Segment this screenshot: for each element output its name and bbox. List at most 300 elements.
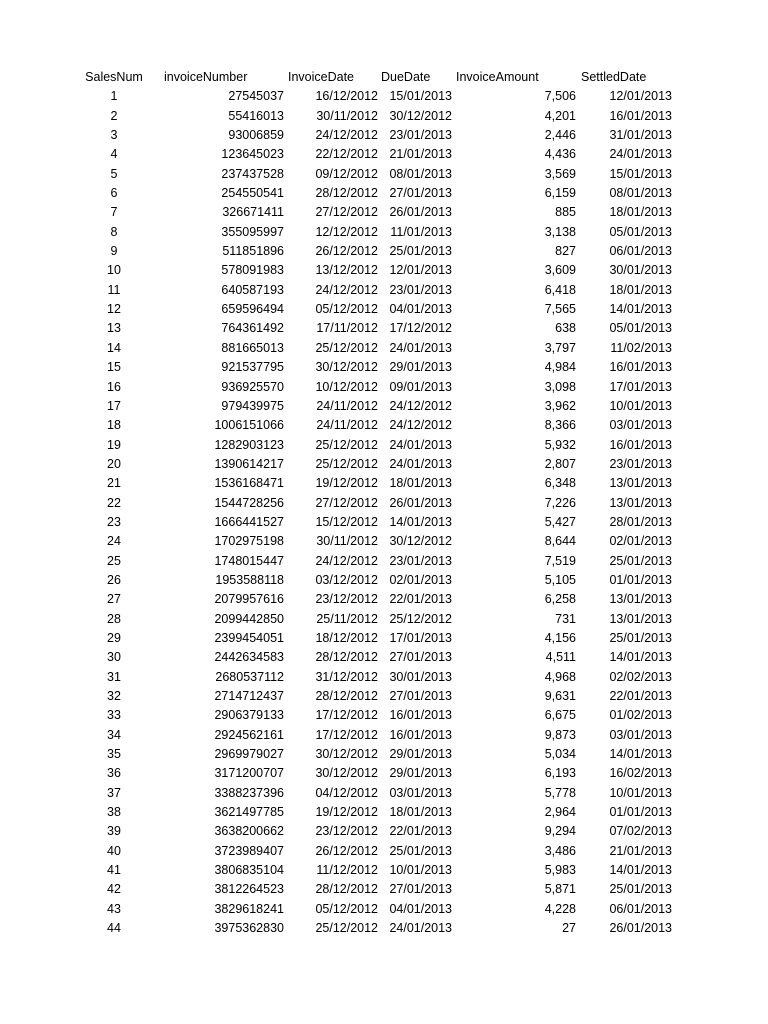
table-row: [82, 165, 672, 184]
invoicenumber-cell: 511851896: [222, 244, 284, 259]
settleddate-cell: 30/01/2013: [609, 263, 672, 278]
invoicedate-cell: 25/12/2012: [315, 340, 378, 355]
invoicenumber-cell: 2442634583: [214, 650, 284, 665]
invoicenumber-cell: 254550541: [221, 186, 284, 201]
invoicedate-cell: 25/12/2012: [315, 921, 378, 936]
invoicenumber-cell: 1536168471: [214, 476, 284, 491]
table-row: [82, 300, 672, 319]
table-row: [82, 745, 672, 764]
duedate-cell: 25/01/2013: [389, 843, 452, 858]
invoiceamount-cell: 827: [555, 244, 576, 259]
duedate-cell: 16/01/2013: [389, 708, 452, 723]
invoicenumber-cell: 2099442850: [214, 611, 284, 626]
salesnum-cell: 37: [107, 785, 121, 800]
invoiceamount-cell: 885: [555, 205, 576, 220]
settleddate-cell: 05/01/2013: [609, 224, 672, 239]
duedate-cell: 24/01/2013: [389, 437, 452, 452]
duedate-cell: 23/01/2013: [389, 128, 452, 143]
settleddate-cell: 26/01/2013: [609, 921, 672, 936]
duedate-cell: 25/12/2012: [389, 611, 452, 626]
invoice-sheet: [82, 68, 682, 938]
invoicedate-cell: 23/12/2012: [315, 824, 378, 839]
invoicedate-cell: 17/12/2012: [315, 727, 378, 742]
invoicenumber-cell: 640587193: [221, 282, 284, 297]
table-row: [82, 880, 672, 899]
invoicedate-cell: 19/12/2012: [315, 805, 378, 820]
table-row: [82, 687, 672, 706]
invoicenumber-cell: 3723989407: [214, 843, 284, 858]
invoicedate-cell: 28/12/2012: [315, 689, 378, 703]
salesnum-cell: 27: [107, 592, 121, 607]
settleddate-cell: 25/01/2013: [609, 630, 672, 645]
invoiceamount-cell: 4,201: [544, 108, 576, 123]
invoicedate-cell: 04/12/2012: [315, 785, 378, 800]
salesnum-cell: 5: [110, 166, 118, 181]
settleddate-cell: 18/01/2013: [609, 205, 672, 220]
salesnum-cell: 25: [107, 553, 121, 568]
settleddate-cell: 25/01/2013: [609, 882, 672, 897]
table-row: [82, 455, 672, 474]
settleddate-cell: 12/01/2013: [609, 89, 672, 104]
settleddate-cell: 16/01/2013: [609, 360, 672, 375]
invoicenumber-cell: 3638200662: [214, 824, 284, 839]
invoicedate-cell: 28/12/2012: [315, 882, 378, 897]
duedate-cell: 22/01/2013: [389, 824, 452, 839]
invoicedate-cell: 30/12/2012: [315, 360, 378, 375]
salesnum-cell: 40: [107, 843, 121, 858]
invoiceamount-cell: 5,778: [544, 785, 576, 800]
salesnum-cell: 22: [107, 495, 121, 510]
invoiceamount-cell: 3,486: [544, 843, 576, 858]
invoiceamount-cell: 7,519: [544, 553, 576, 568]
duedate-cell: 17/01/2013: [389, 630, 452, 645]
settleddate-cell: 24/01/2013: [609, 147, 672, 162]
duedate-cell: 30/01/2013: [389, 669, 452, 684]
invoicenumber-cell: 936925570: [221, 379, 284, 394]
duedate-cell: 11/01/2013: [390, 224, 452, 239]
invoicedate-cell: 10/12/2012: [315, 379, 378, 394]
salesnum-cell: 30: [107, 650, 121, 665]
salesnum-cell: 42: [107, 882, 121, 897]
invoicedate-cell: 16/12/2012: [315, 89, 378, 104]
invoicenumber-cell: 1748015447: [214, 553, 284, 568]
table-row: [82, 378, 672, 397]
invoicedate-cell: 26/12/2012: [315, 244, 378, 259]
salesnum-cell: 19: [107, 437, 121, 452]
duedate-cell: 26/01/2013: [389, 205, 452, 220]
salesnum-cell: 29: [107, 630, 121, 645]
duedate-cell: 30/12/2012: [389, 108, 452, 123]
invoicedate-cell: 30/11/2012: [316, 108, 378, 123]
settleddate-cell: 01/02/2013: [609, 708, 672, 723]
invoicenumber-cell: 979439975: [221, 398, 284, 413]
settleddate-cell: 17/01/2013: [609, 379, 672, 394]
invoiceamount-cell: 4,511: [545, 650, 576, 665]
invoicedate-cell: 22/12/2012: [315, 147, 378, 162]
invoiceamount-cell: 3,797: [544, 340, 576, 355]
invoiceamount-cell: 27: [562, 921, 576, 936]
salesnum-cell: 9: [110, 244, 118, 259]
invoiceamount-cell: 5,427: [544, 514, 576, 529]
invoicenumber-cell: 881665013: [221, 340, 284, 355]
salesnum-cell: 11: [107, 282, 121, 297]
settleddate-cell: 22/01/2013: [609, 689, 672, 703]
settleddate-cell: 03/01/2013: [609, 727, 672, 742]
settleddate-cell: 16/02/2013: [609, 766, 672, 781]
settleddate-cell: 13/01/2013: [609, 611, 672, 626]
settleddate-cell: 02/01/2013: [609, 534, 672, 549]
invoiceamount-cell: 4,156: [544, 630, 576, 645]
invoiceamount-cell: 7,506: [544, 89, 576, 104]
settleddate-cell: 13/01/2013: [609, 476, 672, 491]
settleddate-cell: 23/01/2013: [609, 456, 672, 471]
invoiceamount-cell: 2,964: [544, 805, 576, 820]
duedate-cell: 22/01/2013: [389, 592, 452, 607]
invoiceamount-cell: 4,228: [544, 901, 576, 916]
duedate-cell: 23/01/2013: [389, 282, 452, 297]
salesnum-cell: 38: [107, 805, 121, 820]
invoicenumber-cell: 2714712437: [214, 689, 284, 703]
salesnum-cell: 15: [107, 360, 121, 375]
duedate-cell: 27/01/2013: [389, 689, 452, 703]
salesnum-cell: 33: [107, 708, 121, 723]
table-row: [82, 552, 672, 571]
invoiceamount-cell: 5,983: [544, 863, 576, 878]
settleddate-cell: 14/01/2013: [609, 747, 672, 762]
invoiceamount-cell: 2,446: [544, 128, 576, 143]
invoicenumber-cell: 2079957616: [214, 592, 284, 607]
duedate-cell: 24/12/2012: [389, 398, 452, 413]
salesnum-cell: 1: [110, 89, 118, 104]
table-row: [82, 494, 672, 513]
invoicenumber-cell: 921537795: [221, 360, 284, 375]
table-row: [82, 145, 672, 164]
invoiceamount-cell: 731: [555, 611, 576, 626]
settleddate-cell: 02/02/2013: [609, 669, 672, 684]
settleddate-cell: 16/01/2013: [609, 437, 672, 452]
invoiceamount-cell: 9,294: [544, 824, 576, 839]
salesnum-cell: 7: [110, 205, 118, 220]
header-settleddate: SettledDate: [581, 70, 647, 84]
invoiceamount-cell: 5,034: [544, 747, 576, 762]
header-row: [82, 68, 672, 87]
header-salesnum: SalesNum: [85, 70, 143, 84]
settleddate-cell: 01/01/2013: [609, 572, 672, 587]
duedate-cell: 04/01/2013: [389, 302, 452, 317]
invoicedate-cell: 09/12/2012: [315, 166, 378, 181]
table-row: [82, 648, 672, 667]
invoiceamount-cell: 8,366: [544, 418, 576, 433]
duedate-cell: 08/01/2013: [389, 166, 452, 181]
table-row: [82, 668, 672, 687]
settleddate-cell: 13/01/2013: [609, 495, 672, 510]
invoicedate-cell: 11/12/2012: [316, 863, 378, 878]
invoicenumber-cell: 355095997: [221, 224, 284, 239]
invoicenumber-cell: 3171200707: [214, 766, 284, 781]
invoicedate-cell: 30/12/2012: [315, 747, 378, 762]
invoicedate-cell: 23/12/2012: [315, 592, 378, 607]
invoicedate-cell: 19/12/2012: [315, 476, 378, 491]
invoicenumber-cell: 2924562161: [214, 727, 284, 742]
invoicenumber-cell: 3388237396: [214, 785, 284, 800]
salesnum-cell: 43: [107, 901, 121, 916]
invoicedate-cell: 30/11/2012: [316, 534, 378, 549]
invoice-table: [82, 68, 672, 938]
invoiceamount-cell: 3,569: [544, 166, 576, 181]
salesnum-cell: 39: [107, 824, 121, 839]
table-row: [82, 532, 672, 551]
duedate-cell: 30/12/2012: [389, 534, 452, 549]
invoiceamount-cell: 6,258: [544, 592, 576, 607]
salesnum-cell: 26: [107, 572, 121, 587]
settleddate-cell: 03/01/2013: [609, 418, 672, 433]
table-row: [82, 706, 672, 725]
duedate-cell: 26/01/2013: [389, 495, 452, 510]
invoicenumber-cell: 2399454051: [214, 630, 284, 645]
invoicedate-cell: 17/12/2012: [315, 708, 378, 723]
table-row: [82, 397, 672, 416]
invoicenumber-cell: 764361492: [221, 321, 284, 336]
invoicedate-cell: 03/12/2012: [315, 572, 378, 587]
salesnum-cell: 10: [107, 263, 121, 278]
salesnum-cell: 14: [107, 340, 121, 355]
invoiceamount-cell: 3,962: [544, 398, 576, 413]
invoicedate-cell: 27/12/2012: [315, 205, 378, 220]
invoicenumber-cell: 659596494: [221, 302, 284, 317]
invoicedate-cell: 28/12/2012: [315, 186, 378, 201]
invoicedate-cell: 27/12/2012: [315, 495, 378, 510]
duedate-cell: 16/01/2013: [389, 727, 452, 742]
invoicenumber-cell: 1544728256: [214, 495, 284, 510]
table-row: [82, 803, 672, 822]
table-row: [82, 726, 672, 745]
table-row: [82, 629, 672, 648]
table-row: [82, 610, 672, 629]
salesnum-cell: 32: [107, 689, 121, 703]
table-row: [82, 87, 672, 106]
salesnum-cell: 21: [107, 476, 121, 491]
invoicenumber-cell: 1006151066: [214, 418, 284, 433]
table-header: [82, 68, 672, 87]
settleddate-cell: 10/01/2013: [609, 785, 672, 800]
duedate-cell: 23/01/2013: [389, 553, 452, 568]
settleddate-cell: 28/01/2013: [609, 514, 672, 529]
salesnum-cell: 35: [107, 747, 121, 762]
duedate-cell: 18/01/2013: [389, 805, 452, 820]
invoicenumber-cell: 3621497785: [214, 805, 284, 820]
duedate-cell: 24/01/2013: [389, 921, 452, 936]
invoiceamount-cell: 3,138: [544, 224, 576, 239]
header-invoicedate: InvoiceDate: [288, 70, 355, 84]
table-row: [82, 919, 672, 938]
table-row: [82, 861, 672, 880]
duedate-cell: 24/01/2013: [389, 456, 452, 471]
invoiceamount-cell: 9,631: [544, 689, 576, 703]
salesnum-cell: 17: [107, 398, 121, 413]
invoicenumber-cell: 1666441527: [214, 514, 284, 529]
invoicedate-cell: 12/12/2012: [315, 224, 378, 239]
salesnum-cell: 41: [107, 863, 121, 878]
invoiceamount-cell: 9,873: [544, 727, 576, 742]
duedate-cell: 12/01/2013: [389, 263, 452, 278]
salesnum-cell: 44: [107, 921, 121, 936]
settleddate-cell: 14/01/2013: [609, 863, 672, 878]
invoicenumber-cell: 3975362830: [214, 921, 284, 936]
duedate-cell: 02/01/2013: [389, 572, 452, 587]
invoicenumber-cell: 237437528: [221, 166, 284, 181]
duedate-cell: 21/01/2013: [389, 147, 452, 162]
table-row: [82, 474, 672, 493]
settleddate-cell: 25/01/2013: [609, 553, 672, 568]
salesnum-cell: 24: [107, 534, 121, 549]
invoicenumber-cell: 3812264523: [214, 882, 284, 897]
table-row: [82, 842, 672, 861]
invoicedate-cell: 05/12/2012: [315, 901, 378, 916]
settleddate-cell: 07/02/2013: [609, 824, 672, 839]
invoicenumber-cell: 2906379133: [214, 708, 284, 723]
invoicedate-cell: 31/12/2012: [315, 669, 378, 684]
settleddate-cell: 21/01/2013: [609, 843, 672, 858]
salesnum-cell: 8: [110, 224, 118, 239]
header-duedate: DueDate: [381, 70, 431, 84]
salesnum-cell: 31: [107, 669, 121, 684]
table-row: [82, 416, 672, 435]
invoiceamount-cell: 5,871: [544, 882, 576, 897]
salesnum-cell: 18: [107, 418, 121, 433]
table-row: [82, 261, 672, 280]
salesnum-cell: 2: [110, 108, 118, 123]
settleddate-cell: 14/01/2013: [609, 302, 672, 317]
salesnum-cell: 23: [107, 514, 121, 529]
invoiceamount-cell: 5,932: [544, 437, 576, 452]
invoicedate-cell: 18/12/2012: [315, 630, 378, 645]
settleddate-cell: 11/02/2013: [610, 340, 672, 355]
invoiceamount-cell: 638: [555, 321, 576, 336]
duedate-cell: 29/01/2013: [389, 766, 452, 781]
table-row: [82, 126, 672, 145]
invoicenumber-cell: 3829618241: [214, 901, 284, 916]
header-invoicenumber: invoiceNumber: [164, 70, 248, 84]
invoicedate-cell: 25/12/2012: [315, 437, 378, 452]
table-row: [82, 571, 672, 590]
invoicedate-cell: 25/11/2012: [316, 611, 378, 626]
invoicedate-cell: 05/12/2012: [315, 302, 378, 317]
invoiceamount-cell: 3,098: [544, 379, 576, 394]
invoicedate-cell: 26/12/2012: [315, 843, 378, 858]
duedate-cell: 29/01/2013: [389, 747, 452, 762]
settleddate-cell: 05/01/2013: [609, 321, 672, 336]
invoicedate-cell: 15/12/2012: [315, 514, 378, 529]
invoiceamount-cell: 8,644: [544, 534, 576, 549]
duedate-cell: 27/01/2013: [389, 650, 452, 665]
table-row: [82, 822, 672, 841]
invoicedate-cell: 24/12/2012: [315, 282, 378, 297]
duedate-cell: 14/01/2013: [389, 514, 452, 529]
invoicedate-cell: 13/12/2012: [315, 263, 378, 278]
invoicedate-cell: 24/11/2012: [316, 398, 378, 413]
duedate-cell: 15/01/2013: [389, 89, 452, 104]
settleddate-cell: 13/01/2013: [609, 592, 672, 607]
invoiceamount-cell: 6,675: [544, 708, 576, 723]
salesnum-cell: 6: [110, 186, 118, 201]
duedate-cell: 27/01/2013: [389, 186, 452, 201]
settleddate-cell: 08/01/2013: [609, 186, 672, 201]
invoicedate-cell: 17/11/2012: [316, 321, 378, 336]
table-row: [82, 513, 672, 532]
invoiceamount-cell: 6,348: [544, 476, 576, 491]
invoiceamount-cell: 7,565: [544, 302, 576, 317]
table-row: [82, 242, 672, 261]
settleddate-cell: 14/01/2013: [609, 650, 672, 665]
invoicenumber-cell: 27545037: [228, 89, 284, 104]
settleddate-cell: 15/01/2013: [609, 166, 672, 181]
table-row: [82, 319, 672, 338]
invoicenumber-cell: 578091983: [221, 263, 284, 278]
salesnum-cell: 34: [107, 727, 121, 742]
invoicedate-cell: 24/11/2012: [316, 418, 378, 433]
invoiceamount-cell: 6,193: [544, 766, 576, 781]
settleddate-cell: 18/01/2013: [609, 282, 672, 297]
invoiceamount-cell: 4,968: [544, 669, 576, 684]
duedate-cell: 24/12/2012: [389, 418, 452, 433]
invoiceamount-cell: 4,436: [544, 147, 576, 162]
table-row: [82, 590, 672, 609]
table-row: [82, 764, 672, 783]
invoiceamount-cell: 2,807: [544, 456, 576, 471]
settleddate-cell: 01/01/2013: [609, 805, 672, 820]
invoicenumber-cell: 1702975198: [214, 534, 284, 549]
salesnum-cell: 16: [107, 379, 121, 394]
invoicenumber-cell: 1282903123: [214, 437, 284, 452]
salesnum-cell: 20: [107, 456, 121, 471]
salesnum-cell: 13: [107, 321, 121, 336]
invoicenumber-cell: 55416013: [228, 108, 284, 123]
invoicedate-cell: 28/12/2012: [315, 650, 378, 665]
settleddate-cell: 06/01/2013: [609, 901, 672, 916]
settleddate-cell: 06/01/2013: [609, 244, 672, 259]
invoiceamount-cell: 3,609: [544, 263, 576, 278]
duedate-cell: 09/01/2013: [389, 379, 452, 394]
invoiceamount-cell: 6,159: [544, 186, 576, 201]
invoiceamount-cell: 4,984: [544, 360, 576, 375]
duedate-cell: 03/01/2013: [389, 785, 452, 800]
invoicenumber-cell: 123645023: [221, 147, 284, 162]
invoicenumber-cell: 326671411: [222, 205, 284, 220]
salesnum-cell: 3: [110, 128, 118, 143]
invoicenumber-cell: 2969979027: [214, 747, 284, 762]
settleddate-cell: 10/01/2013: [609, 398, 672, 413]
table-row: [82, 436, 672, 455]
salesnum-cell: 28: [107, 611, 121, 626]
invoicenumber-cell: 1953588118: [215, 572, 284, 587]
duedate-cell: 04/01/2013: [389, 901, 452, 916]
table-row: [82, 184, 672, 203]
duedate-cell: 18/01/2013: [389, 476, 452, 491]
table-row: [82, 358, 672, 377]
invoiceamount-cell: 6,418: [544, 282, 576, 297]
duedate-cell: 27/01/2013: [389, 882, 452, 897]
invoiceamount-cell: 7,226: [544, 495, 576, 510]
invoicenumber-cell: 93006859: [228, 128, 284, 143]
table-body: [82, 87, 672, 938]
duedate-cell: 10/01/2013: [389, 863, 452, 878]
table-row: [82, 900, 672, 919]
invoicedate-cell: 30/12/2012: [315, 766, 378, 781]
table-row: [82, 203, 672, 222]
invoicedate-cell: 25/12/2012: [315, 456, 378, 471]
header-invoiceamount: InvoiceAmount: [456, 70, 539, 84]
table-row: [82, 107, 672, 126]
